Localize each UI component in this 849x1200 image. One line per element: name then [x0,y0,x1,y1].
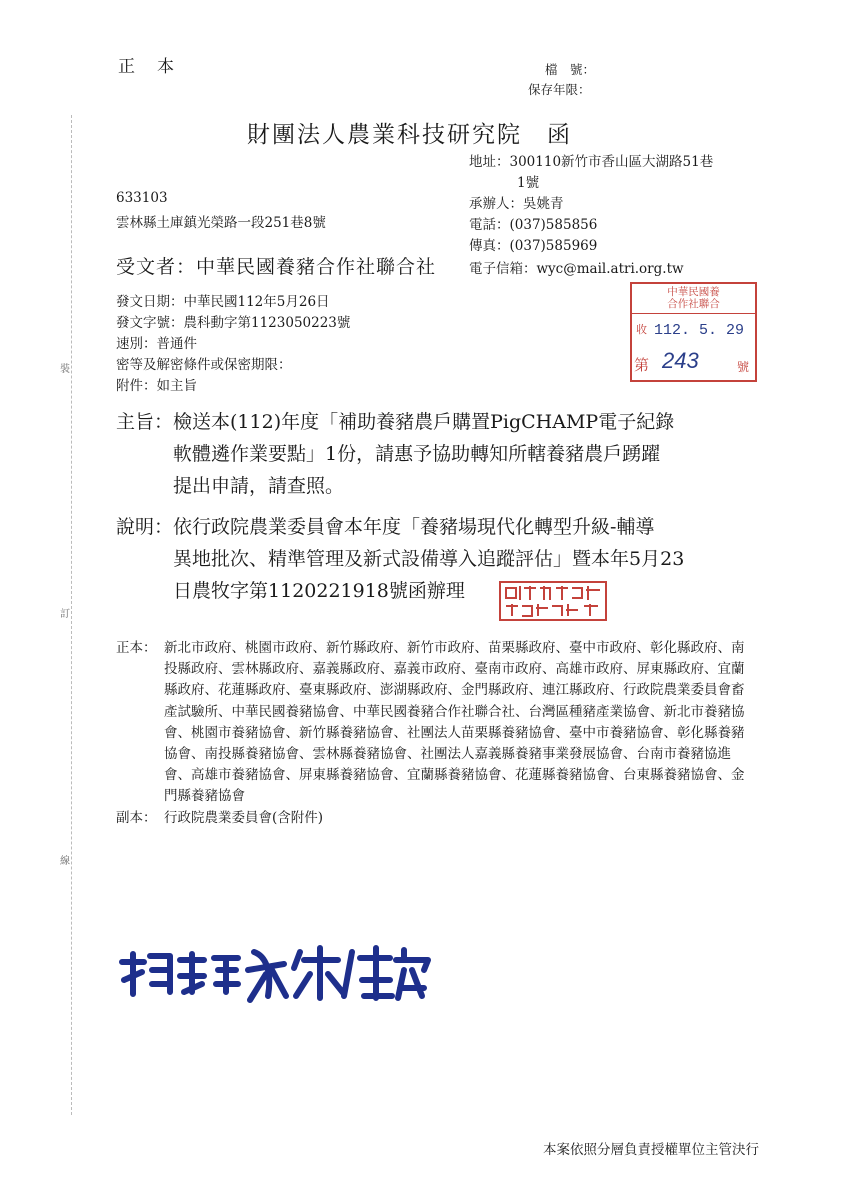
stamp-org-line2: 合作社聯合 [667,298,720,310]
explanation-label: 說明： [116,516,174,538]
stamp-organization [632,286,755,314]
document-title: 財團法人農業科技研究院 函 [247,122,572,148]
explanation-line: 異地批次、精準管理及新式設備導入追蹤評估」暨本年5月23 [173,548,685,570]
delivery-speed: 速別：普通件 [116,336,197,352]
stamp-number-value: 243 [662,348,699,373]
attachment: 附件：如主旨 [116,378,197,394]
organization-seal [498,580,608,622]
recipient-address: 雲林縣土庫鎮光榮路一段251巷8號 [116,215,326,231]
stamp-date: 112. 5. 29 [654,322,745,339]
copy-mark: 正本 [118,57,196,77]
footer-note: 本案依照分層負責授權單位主管決行 [543,1142,759,1158]
binding-mark-staple: 訂 [60,609,70,620]
document-meta [116,292,350,397]
sender-address: 地址：300110新竹市香山區大湖路51巷 [469,154,714,170]
stamp-number-label: 第 [634,356,650,374]
copy-recipients-label: 副本： [116,809,157,826]
sender-phone: 電話：(037)585856 [469,217,598,233]
file-number-label: 檔 號： [545,62,596,77]
sender-contact: 承辦人：吳姚青 [469,196,564,212]
signature [114,930,434,1010]
main-recipients-label: 正本： [116,640,157,656]
sender-email: 電子信箱：wyc@mail.atri.org.tw [469,261,684,277]
subject-line: 軟體遴作業要點」1份，請惠予協助轉知所轄養豬農戶踴躍 [173,443,661,465]
subject-line: 提出申請，請查照。 [173,475,345,497]
sender-block [469,152,713,257]
explanation-line: 依行政院農業委員會本年度「養豬場現代化轉型升級-輔導 [173,516,655,538]
binding-mark-line: 線 [60,856,70,867]
explanation-line: 日農牧字第1120221918號函辦理 [173,580,465,602]
receipt-stamp [630,282,757,382]
secrecy-level: 密等及解密條件或保密期限： [116,357,292,373]
addressee: 受文者：中華民國養豬合作社聯合社 [116,256,437,278]
sender-fax: 傳真：(037)585969 [469,238,598,254]
main-recipients: 新北市政府、桃園市政府、新竹縣政府、新竹市政府、苗栗縣政府、臺中市政府、彰化縣政府、南投縣政府、雲林縣政府、嘉義縣政府、嘉義市政府、臺南市政府、高雄市政府、屏東縣政府、宜蘭縣政府、花蓮縣政府、臺東縣政府、澎湖縣政府、金門縣政府、連江縣政府、行政院農業委員會畜產試驗所、中華民國養豬協會、中華民國養豬合作社聯合社、台灣區種豬產業協會、新北市養豬協會、桃園市養豬協會、新竹縣養豬協會、社團法人苗栗縣養豬協會、臺中市養豬協會、彰化縣養豬協會、南投縣養豬協會、雲林縣養豬協會、社團法人嘉義縣養豬事業發展協會、台南市養豬協進會、高雄市養豬協會、屏東縣養豬協會、宜蘭縣養豬協會、花蓮縣養豬協會、台東縣養豬協會、金門縣養豬協會 [164,640,745,805]
binding-line [71,115,72,1115]
sender-address-cont: 1號 [517,175,540,191]
binding-mark-bind: 裝 [60,364,70,375]
subject-text [173,406,674,502]
issue-date: 發文日期：中華民國112年5月26日 [116,294,330,310]
stamp-received-label: 收 [636,323,647,336]
subject-line: 檢送本(112)年度「補助養豬農戶購置PigCHAMP電子紀錄 [173,411,675,433]
recipient-zip: 633103 [116,190,168,206]
retention-label: 保存年限： [528,82,591,97]
distribution-list [116,638,756,829]
copy-recipients: 行政院農業委員會(含附件) [164,809,324,826]
stamp-number-suffix: 號 [737,360,750,374]
stamp-org-line1: 中華民國養 [667,286,720,298]
subject-section [116,406,674,502]
subject-label: 主旨： [116,411,174,433]
reference-number: 發文字號：農科動字第1123050223號 [116,315,351,331]
